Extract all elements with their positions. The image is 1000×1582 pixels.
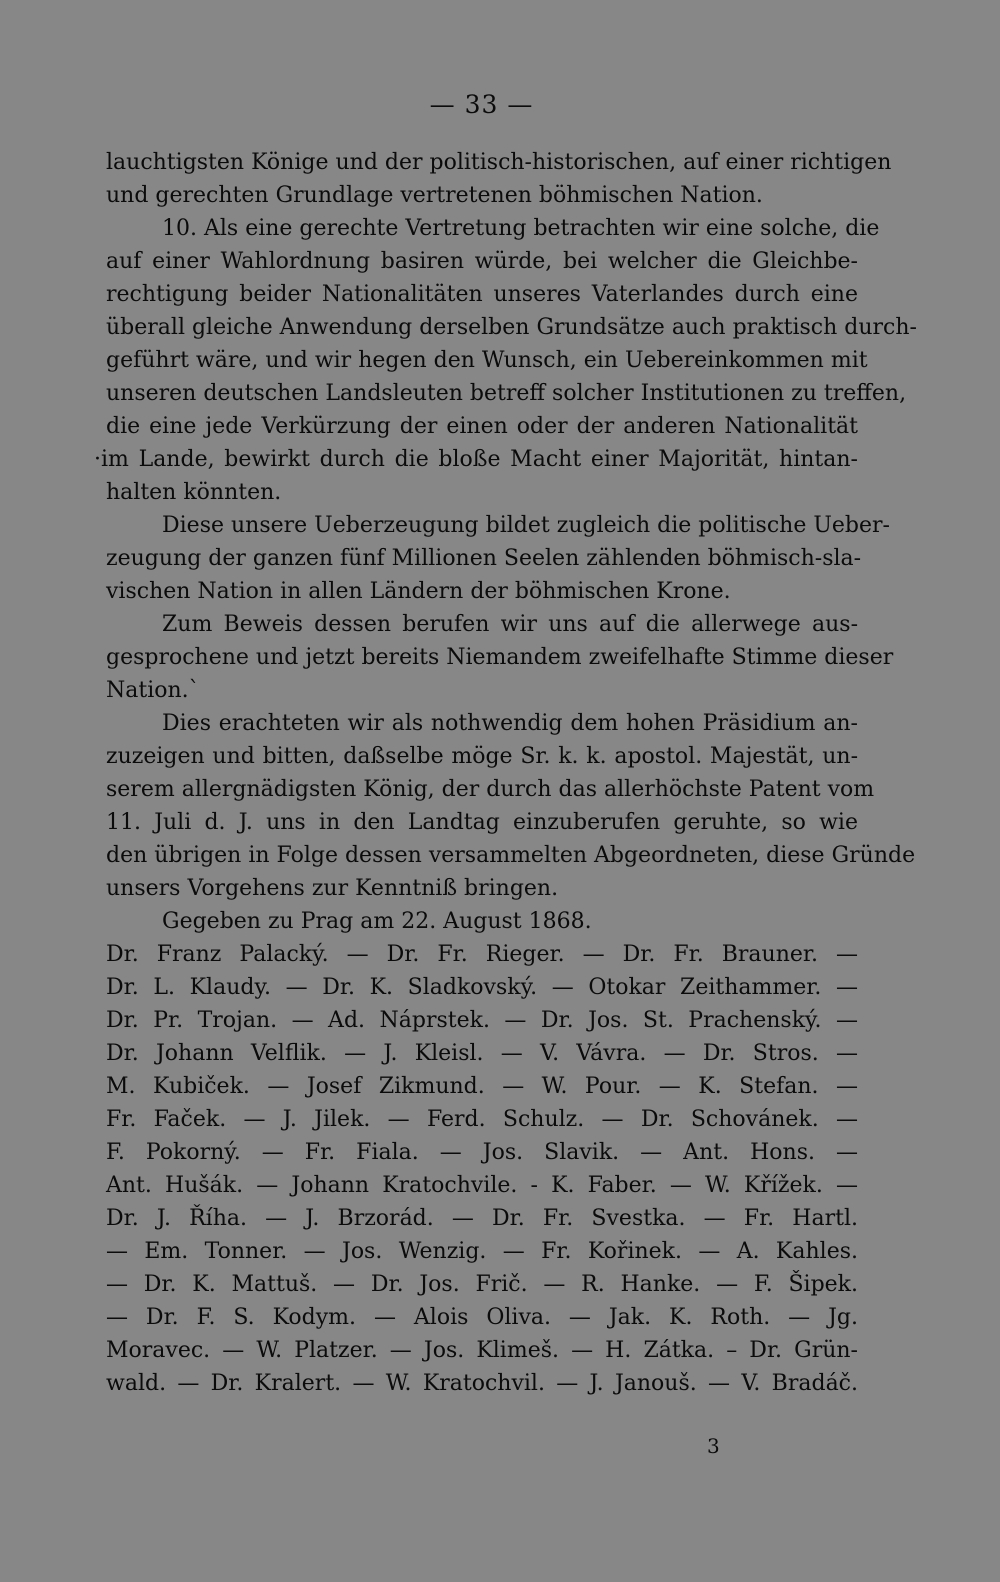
text-line: Zum Beweis dessen berufen wir uns auf die allerwege aus-	[162, 612, 858, 637]
text-line: vischen Nation in allen Ländern der böhmischen Krone.	[106, 579, 731, 604]
text-line: 10. Als eine gerechte Vertretung betrachten wir eine solche, die	[162, 216, 880, 241]
text-line: unsers Vorgehens zur Kenntniß bringen.	[106, 876, 559, 901]
body-paragraphs	[94, 146, 917, 938]
text-line: auf einer Wahlordnung basiren würde, bei welcher die Gleichbe-	[106, 249, 858, 274]
text-line: Nation.`	[106, 678, 200, 703]
text-line: den übrigen in Folge dessen versammelten Abgeordneten, diese Gründe	[106, 843, 916, 868]
printer-signature-mark: 3	[707, 1434, 720, 1458]
text-line: zeugung der ganzen fünf Millionen Seelen zählenden böhmisch-sla-	[106, 546, 862, 571]
text-line: 11. Juli d. J. uns in den Landtag einzuberufen geruhte, so wie	[106, 810, 858, 835]
signatory-line: Fr. Faček. — J. Jilek. — Ferd. Schulz. — Dr. Schovánek. —	[106, 1107, 858, 1132]
text-line: Dies erachteten wir als nothwendig dem hohen Präsidium an-	[162, 711, 858, 736]
signatory-line: Ant. Hušák. — Johann Kratochvile. - K. Faber. — W. Křížek. —	[106, 1173, 858, 1198]
signatory-line: Dr. L. Klaudy. — Dr. K. Sladkovský. — Otokar Zeithammer. —	[106, 975, 858, 1000]
text-line: Diese unsere Ueberzeugung bildet zugleich die politische Ueber-	[162, 513, 890, 538]
text-line: zuzeigen und bitten, daßselbe möge Sr. k. k. apostol. Majestät, un-	[106, 744, 858, 769]
page-number-header: — 33 —	[429, 90, 534, 119]
signatory-line: Moravec. — W. Platzer. — Jos. Klimeš. — H. Zátka. – Dr. Grün-	[106, 1338, 858, 1363]
document-body	[94, 146, 917, 1400]
signatory-line: wald. — Dr. Kralert. — W. Kratochvil. — J. Janouš. — V. Bradáč.	[106, 1371, 858, 1396]
text-line: die eine jede Verkürzung der einen oder der anderen Nationalität	[106, 414, 858, 439]
text-line: unseren deutschen Landsleuten betreff solcher Institutionen zu treffen,	[106, 381, 907, 406]
signatory-line: Dr. J. Říha. — J. Brzorád. — Dr. Fr. Svestka. — Fr. Hartl.	[106, 1206, 858, 1231]
text-line: gesprochene und jetzt bereits Niemandem zweifelhafte Stimme dieser	[106, 645, 894, 670]
text-line: rechtigung beider Nationalitäten unseres Vaterlandes durch eine	[106, 282, 858, 307]
signatory-line: Dr. Franz Palacký. — Dr. Fr. Rieger. — Dr. Fr. Brauner. —	[106, 942, 858, 967]
text-line: geführt wäre, und wir hegen den Wunsch, ein Uebereinkommen mit	[106, 348, 868, 373]
signatory-line: — Em. Tonner. — Jos. Wenzig. — Fr. Kořinek. — A. Kahles.	[106, 1239, 858, 1264]
signatory-line: Dr. Johann Velflik. — J. Kleisl. — V. Vávra. — Dr. Stros. —	[106, 1041, 858, 1066]
signatory-line: — Dr. F. S. Kodym. — Alois Oliva. — Jak. K. Roth. — Jg.	[106, 1305, 858, 1330]
signatory-line: Dr. Pr. Trojan. — Ad. Náprstek. — Dr. Jos. St. Prachenský. —	[106, 1008, 858, 1033]
text-line: und gerechten Grundlage vertretenen böhmischen Nation.	[106, 183, 763, 208]
text-line: Gegeben zu Prag am 22. August 1868.	[162, 909, 592, 934]
text-line: serem allergnädigsten König, der durch das allerhöchste Patent vom	[106, 777, 875, 802]
signatory-line: F. Pokorný. — Fr. Fiala. — Jos. Slavik. — Ant. Hons. —	[106, 1140, 858, 1165]
text-line: lauchtigsten Könige und der politisch-historischen, auf einer richtigen	[106, 150, 892, 175]
signatory-line: — Dr. K. Mattuš. — Dr. Jos. Frič. — R. Hanke. — F. Šipek.	[106, 1272, 858, 1297]
text-line: halten könnten.	[106, 480, 282, 505]
signatories-list	[106, 938, 858, 1400]
signatory-line: M. Kubiček. — Josef Zikmund. — W. Pour. — K. Stefan. —	[106, 1074, 858, 1099]
text-line: überall gleiche Anwendung derselben Grundsätze auch praktisch durch-	[106, 315, 917, 340]
text-line: ·im Lande, bewirkt durch die bloße Macht einer Majorität, hintan-	[94, 447, 858, 472]
